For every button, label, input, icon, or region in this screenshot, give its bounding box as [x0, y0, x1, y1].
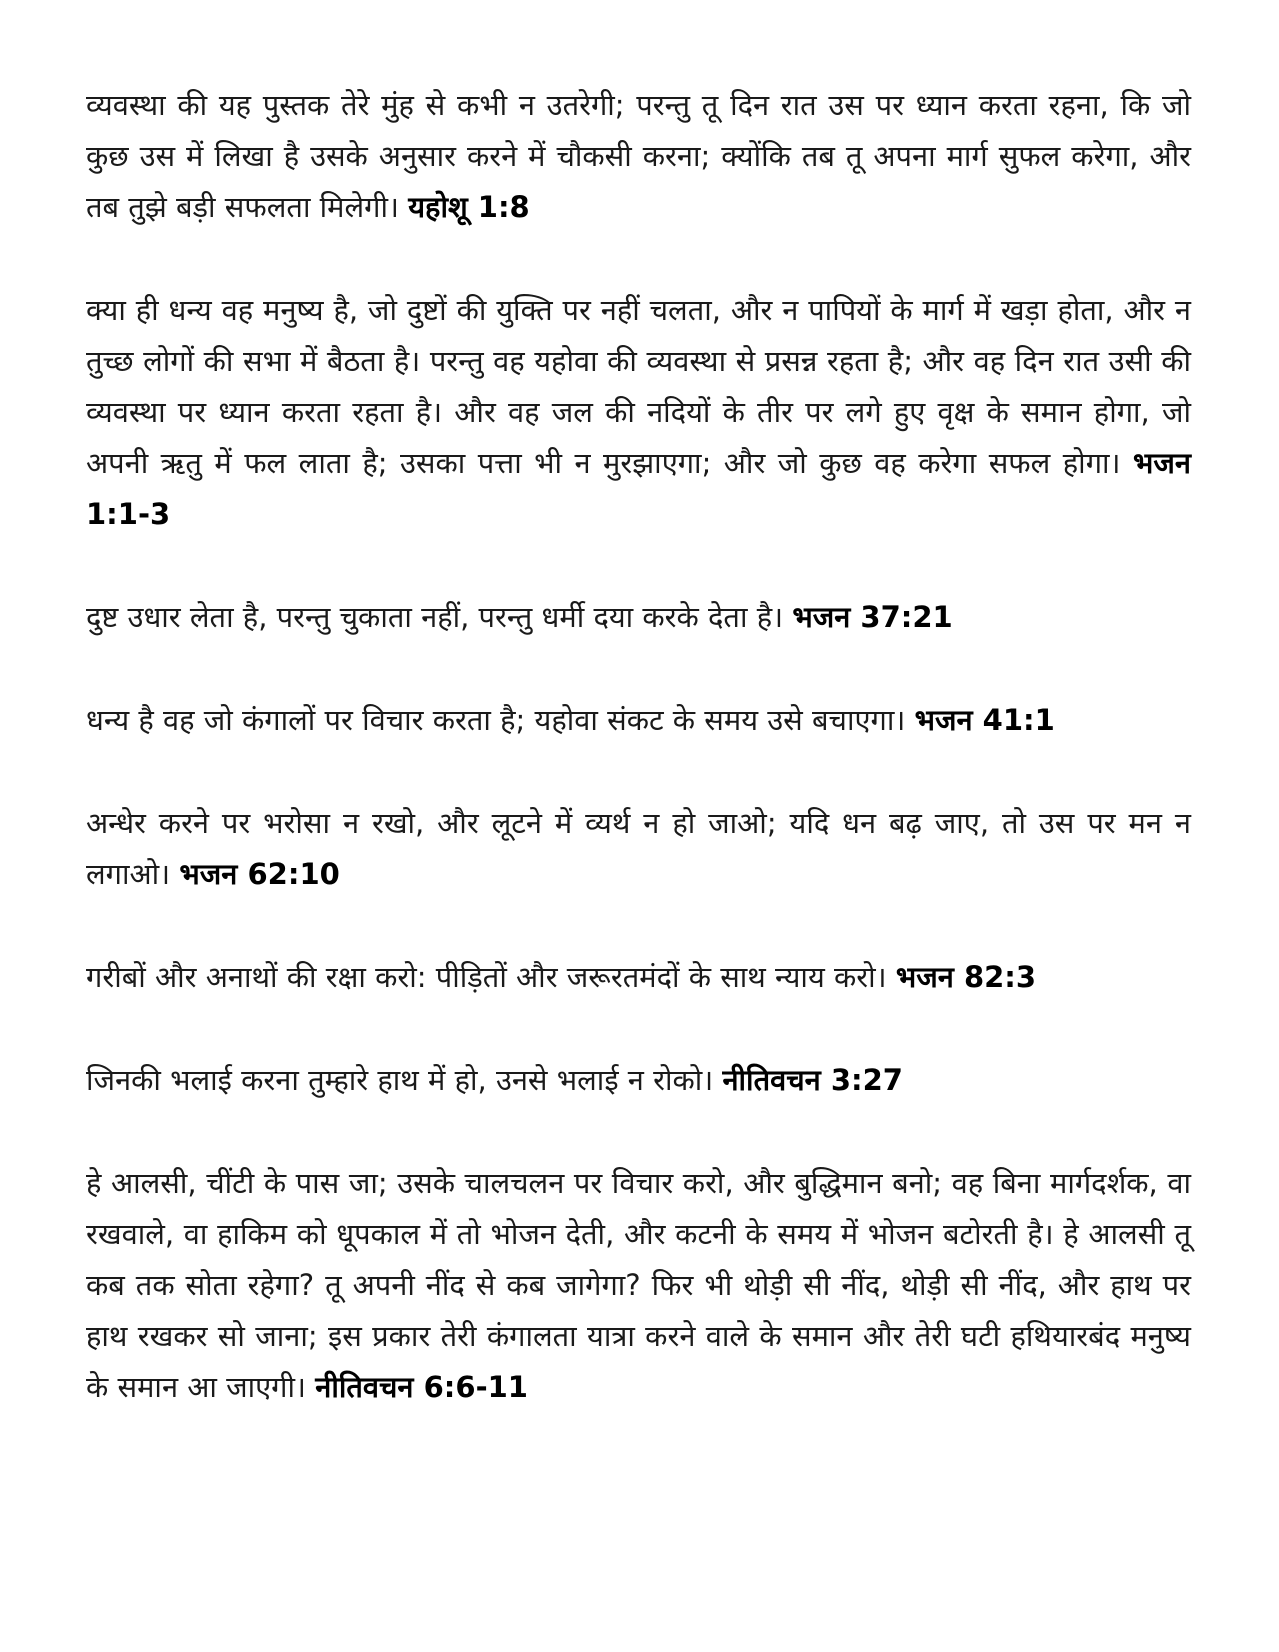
verse-text: व्यवस्था की यह पुस्तक तेरे मुंह से कभी न उतरेगी; परन्तु तू दिन रात उस पर ध्यान करता रहना, कि जो कुछ उस में लिखा है उसके अनुसार करने में चौकसी करना; क्योंकि तब तू अपना मार्ग सुफल करेगा, और तब तुझे बड़ी सफलता मिलेगी।	[86, 88, 1191, 224]
document-page	[86, 80, 1191, 1465]
verse-text: क्या ही धन्य वह मनुष्य है, जो दुष्टों की युक्ति पर नहीं चलता, और न पापियों के मार्ग में खड़ा होता, और न तुच्छ लोगों की सभा में बैठता है। परन्तु वह यहोवा की व्यवस्था से प्रसन्न रहता है; और वह दिन रात उसी की व्यवस्था पर ध्यान करता रहता है। और वह जल की नदियों के तीर पर लगे हुए वृक्ष के समान होगा, जो अपनी ऋतु में फल लाता है; उसका पत्ता भी न मुरझाएगा; और जो कुछ वह करेगा सफल होगा।	[86, 293, 1191, 480]
verse-reference: नीतिवचन 6:6-11	[315, 1370, 528, 1404]
verse-paragraph	[86, 798, 1191, 900]
verse-reference: भजन 82:3	[895, 960, 1037, 994]
verse-paragraph	[86, 695, 1191, 746]
verse-reference: यहोशू 1:8	[408, 190, 530, 224]
verse-reference: भजन 41:1	[914, 703, 1055, 737]
verse-paragraph	[86, 1158, 1191, 1413]
verse-reference: भजन 37:21	[792, 600, 953, 634]
verse-paragraph	[86, 285, 1191, 540]
verse-paragraph	[86, 952, 1191, 1003]
verse-paragraph	[86, 80, 1191, 233]
verse-reference: नीतिवचन 3:27	[722, 1063, 903, 1097]
verse-paragraph	[86, 592, 1191, 643]
verse-reference: भजन 1:1-3	[86, 446, 1191, 531]
verse-paragraph	[86, 1055, 1191, 1106]
verse-text: दुष्ट उधार लेता है, परन्तु चुकाता नहीं, परन्तु धर्मी दया करके देता है।	[86, 600, 784, 634]
verse-text: जिनकी भलाई करना तुम्हारे हाथ में हो, उनसे भलाई न रोको।	[86, 1063, 714, 1097]
verse-text: अन्धेर करने पर भरोसा न रखो, और लूटने में व्यर्थ न हो जाओ; यदि धन बढ़ जाए, तो उस पर मन न लगाओ।	[86, 806, 1191, 891]
verse-text: गरीबों और अनाथों की रक्षा करो: पीड़ितों और जरूरतमंदों के साथ न्याय करो।	[86, 960, 887, 994]
verse-reference: भजन 62:10	[179, 857, 340, 891]
verse-text: हे आलसी, चींटी के पास जा; उसके चालचलन पर विचार करो, और बुद्धिमान बनो; वह बिना मार्गदर्शक, वा रखवाले, वा हाकिम को धूपकाल में तो भोजन देती, और कटनी के समय में भोजन बटोरती है। हे आलसी तू कब तक सोता रहेगा? तू अपनी नींद से कब जागेगा? फिर भी थोड़ी सी नींद, थोड़ी सी नींद, और हाथ पर हाथ रखकर सो जाना; इस प्रकार तेरी कंगालता यात्रा करने वाले के समान और तेरी घटी हथियारबंद मनुष्य के समान आ जाएगी।	[86, 1166, 1191, 1404]
verse-text: धन्य है वह जो कंगालों पर विचार करता है; यहोवा संकट के समय उसे बचाएगा।	[86, 703, 906, 737]
